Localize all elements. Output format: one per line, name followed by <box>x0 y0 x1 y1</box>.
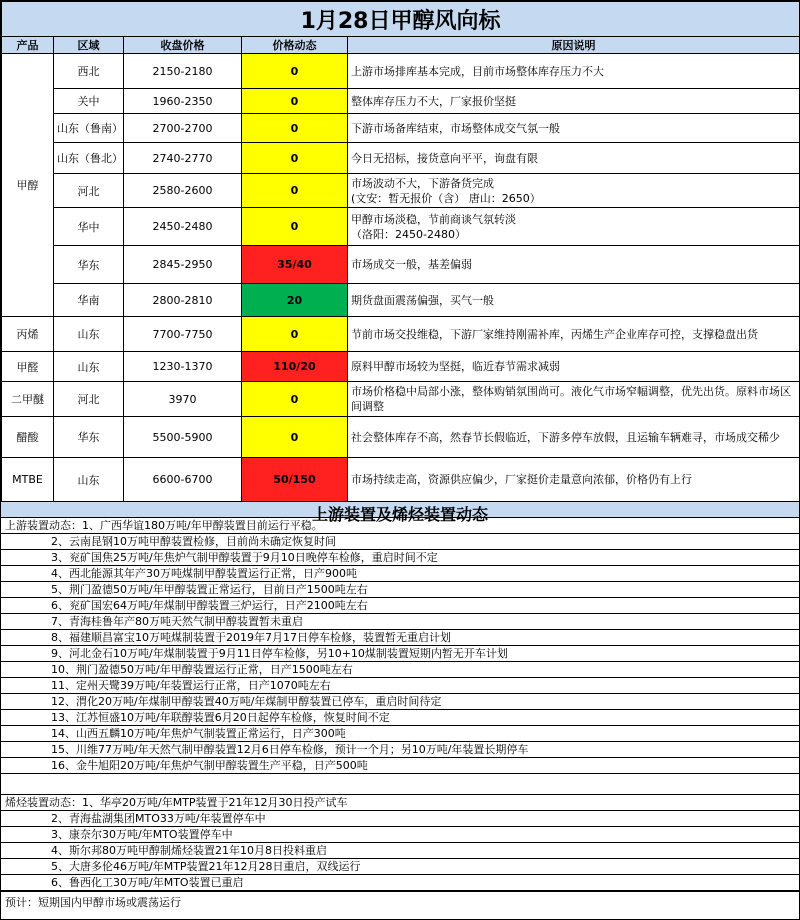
list-item-text: 5、大唐多伦46万吨/年MTP装置21年12月28日重启，双线运行 <box>51 860 361 873</box>
reason-line: 市场持续走高，资源供应偏少，厂家挺价走量意向浓郁，价格仍有上行 <box>351 473 692 486</box>
list-item <box>1 582 799 598</box>
reason-line: (文安：暂无报价（含） 唐山：2650） <box>351 191 541 205</box>
reason-cell <box>348 246 800 284</box>
region-cell: 关中 <box>54 89 124 114</box>
section-title: 上游装置及烯烃装置动态 <box>1 502 799 518</box>
list-item-text: 4、西北能源其年产30万吨煤制甲醇装置运行正常，日产900吨 <box>51 567 357 580</box>
reason-cell <box>348 208 800 246</box>
list-item <box>1 795 799 811</box>
list-item <box>1 678 799 694</box>
dynamic-cell: 110/20 <box>242 352 348 382</box>
header-reason: 原因说明 <box>348 37 800 54</box>
list-item-text: 16、金牛旭阳20万吨/年焦炉气制甲醇装置生产平稳，日产500吨 <box>51 759 368 772</box>
list-item <box>1 875 799 891</box>
list-item-text: 8、福建顺昌富宝10万吨煤制装置于2019年7月17日停车检修，装置暂无重启计划 <box>51 631 451 644</box>
list-item <box>1 662 799 678</box>
product-cell: 甲醛 <box>2 352 54 382</box>
region-cell: 华东 <box>54 417 124 458</box>
price-cell: 2845-2950 <box>124 246 242 284</box>
header-close-price: 收盘价格 <box>124 37 242 54</box>
table-row <box>2 458 800 502</box>
table-row <box>2 246 800 284</box>
list-item-text: 1、广西华谊180万吨/年甲醇装置目前运行平稳。 <box>82 519 323 532</box>
list-item <box>1 614 799 630</box>
region-cell: 河北 <box>54 174 124 208</box>
price-cell: 7700-7750 <box>124 317 242 352</box>
region-cell: 山东 <box>54 352 124 382</box>
list-item-text: 6、兖矿国宏64万吨/年煤制甲醇装置三炉运行，日产2100吨左右 <box>51 599 368 612</box>
list-item <box>1 859 799 875</box>
reason-line: 甲醇市场淡稳，节前商谈气氛转淡 <box>351 212 516 226</box>
price-cell: 6600-6700 <box>124 458 242 502</box>
region-cell: 山东（鲁南） <box>54 114 124 143</box>
table-row <box>2 417 800 458</box>
spacer <box>1 774 799 795</box>
region-cell: 西北 <box>54 54 124 89</box>
region-cell: 山东 <box>54 317 124 352</box>
reason-cell <box>348 284 800 317</box>
table-row <box>2 352 800 382</box>
price-cell: 1230-1370 <box>124 352 242 382</box>
list-item <box>1 630 799 646</box>
list-item-text: 2、云南昆钢10万吨甲醇装置检修，目前尚未确定恢复时间 <box>51 535 336 548</box>
list-item-text: 3、康奈尔30万吨/年MTO装置停车中 <box>51 828 233 841</box>
list-item <box>1 566 799 582</box>
table-row <box>2 143 800 174</box>
list-item <box>1 758 799 774</box>
price-cell: 2740-2770 <box>124 143 242 174</box>
list-item-text: 9、河北金石10万吨/年煤制装置于9月11日停车检修，另10+10煤制装置短期内暂无开车计划 <box>51 647 508 660</box>
reason-cell <box>348 317 800 352</box>
reason-line: 整体库存压力不大，厂家报价坚挺 <box>351 94 516 108</box>
forecast-text: 预计：短期国内甲醇市场或震荡运行 <box>1 891 799 914</box>
header-product: 产品 <box>2 37 54 54</box>
list-item <box>1 726 799 742</box>
price-cell: 3970 <box>124 382 242 417</box>
header-row <box>2 37 800 54</box>
region-cell: 河北 <box>54 382 124 417</box>
reason-cell <box>348 54 800 89</box>
product-cell: 醋酸 <box>2 417 54 458</box>
list-item-text: 3、兖矿国焦25万吨/年焦炉气制甲醇装置于9月10日晚停车检修，重启时间不定 <box>51 551 438 564</box>
upstream-list <box>1 518 799 774</box>
dynamic-cell: 20 <box>242 284 348 317</box>
dynamic-cell: 50/150 <box>242 458 348 502</box>
price-cell: 2150-2180 <box>124 54 242 89</box>
list-item <box>1 843 799 859</box>
reason-cell <box>348 352 800 382</box>
dynamic-cell: 0 <box>242 317 348 352</box>
list-item-text: 12、渭化20万吨/年煤制甲醇装置40万吨/年煤制甲醇装置已停车，重启时间待定 <box>51 695 442 708</box>
list-item-text: 5、荆门盈德50万吨/年甲醇装置正常运行，目前日产1500吨左右 <box>51 583 368 596</box>
list-item-text: 2、青海盐湖集团MTO33万吨/年装置停车中 <box>51 812 266 825</box>
reason-cell <box>348 417 800 458</box>
product-cell: 甲醇 <box>2 54 54 317</box>
reason-line: 上游市场排库基本完成，目前市场整体库存压力不大 <box>351 64 604 78</box>
list-item <box>1 742 799 758</box>
table-row <box>2 114 800 143</box>
list-item <box>1 550 799 566</box>
dynamic-cell: 0 <box>242 143 348 174</box>
region-cell: 山东（鲁北） <box>54 143 124 174</box>
price-cell: 2580-2600 <box>124 174 242 208</box>
table-row <box>2 208 800 246</box>
reason-line: 今日无招标，接货意向平平，询盘有限 <box>351 151 538 165</box>
list-item <box>1 694 799 710</box>
reason-cell <box>348 174 800 208</box>
reason-cell <box>348 89 800 114</box>
list-item-text: 4、斯尔邦80万吨甲醇制烯烃装置21年10月8日投料重启 <box>51 844 327 857</box>
region-cell: 华南 <box>54 284 124 317</box>
reason-cell <box>348 382 800 417</box>
list-item-text: 14、山西五麟10万吨/年焦炉气制装置正常运行，日产300吨 <box>51 727 346 740</box>
page-title: 1月28日甲醇风向标 <box>2 2 800 37</box>
dynamic-cell: 0 <box>242 417 348 458</box>
table-row <box>2 174 800 208</box>
reason-line: 市场波动不大，下游备货完成 <box>351 176 494 190</box>
reason-line: 期货盘面震荡偏强，买气一般 <box>351 293 494 307</box>
list-item-text: 10、荆门盈德50万吨/年甲醇装置运行正常，日产1500吨左右 <box>51 663 353 676</box>
olefin-list <box>1 795 799 891</box>
price-cell: 2700-2700 <box>124 114 242 143</box>
table-row <box>2 89 800 114</box>
list-item <box>1 710 799 726</box>
list-label: 烯烃装置动态： <box>5 796 82 809</box>
product-cell: 二甲醚 <box>2 382 54 417</box>
reason-cell <box>348 143 800 174</box>
table-row <box>2 382 800 417</box>
list-item-text: 7、青海桂鲁年产80万吨天然气制甲醇装置暂未重启 <box>51 615 303 628</box>
dynamic-cell: 0 <box>242 114 348 143</box>
reason-line: 社会整体库存不高，然春节长假临近，下游多停车放假，且运输车辆难寻，市场成交稀少 <box>351 430 780 444</box>
dynamic-cell: 35/40 <box>242 246 348 284</box>
region-cell: 华中 <box>54 208 124 246</box>
price-cell: 2450-2480 <box>124 208 242 246</box>
price-table <box>1 1 800 502</box>
reason-cell <box>348 114 800 143</box>
list-label: 上游装置动态： <box>5 519 82 532</box>
list-item-text: 15、川维77万吨/年天然气制甲醇装置12月6日停车检修，预计一个月；另10万吨/年装置长期停车 <box>51 743 529 756</box>
reason-cell <box>348 458 800 502</box>
product-cell: 丙烯 <box>2 317 54 352</box>
region-cell: 华东 <box>54 246 124 284</box>
dynamic-cell: 0 <box>242 174 348 208</box>
price-cell: 1960-2350 <box>124 89 242 114</box>
dynamic-cell: 0 <box>242 54 348 89</box>
price-cell: 5500-5900 <box>124 417 242 458</box>
list-item-text: 1、华亭20万吨/年MTP装置于21年12月30日投产试车 <box>82 796 348 809</box>
header-price-dynamic: 价格动态 <box>242 37 348 54</box>
table-row <box>2 317 800 352</box>
region-cell: 山东 <box>54 458 124 502</box>
list-item <box>1 811 799 827</box>
table-row <box>2 54 800 89</box>
table-row <box>2 284 800 317</box>
reason-line: 原料甲醇市场较为坚挺，临近春节需求减弱 <box>351 360 560 373</box>
dynamic-cell: 0 <box>242 382 348 417</box>
reason-line: 节前市场交投维稳，下游厂家维持刚需补库，丙烯生产企业库存可控，支撑稳盘出货 <box>351 327 758 341</box>
product-cell: MTBE <box>2 458 54 502</box>
list-item <box>1 827 799 843</box>
price-cell: 2800-2810 <box>124 284 242 317</box>
dynamic-cell: 0 <box>242 89 348 114</box>
reason-line: 市场成交一般，基差偏弱 <box>351 258 472 271</box>
reason-line: 下游市场备库结束，市场整体成交气氛一般 <box>351 121 560 135</box>
list-item <box>1 598 799 614</box>
list-item <box>1 646 799 662</box>
list-item-text: 13、江苏恒盛10万吨/年联醇装置6月20日起停车检修，恢复时间不定 <box>51 711 390 724</box>
header-region: 区域 <box>54 37 124 54</box>
list-item-text: 11、定州天鹭39万吨/年装置运行正常，日产1070吨左右 <box>51 679 331 692</box>
reason-line: 市场价格稳中局部小涨，整体购销氛围尚可。液化气市场窄幅调整，优先出货。原料市场区间调整 <box>351 385 791 413</box>
reason-line: （洛阳：2450-2480） <box>351 227 466 241</box>
list-item-text: 6、鲁西化工30万吨/年MTO装置已重启 <box>51 876 244 889</box>
dynamic-cell: 0 <box>242 208 348 246</box>
list-item <box>1 534 799 550</box>
